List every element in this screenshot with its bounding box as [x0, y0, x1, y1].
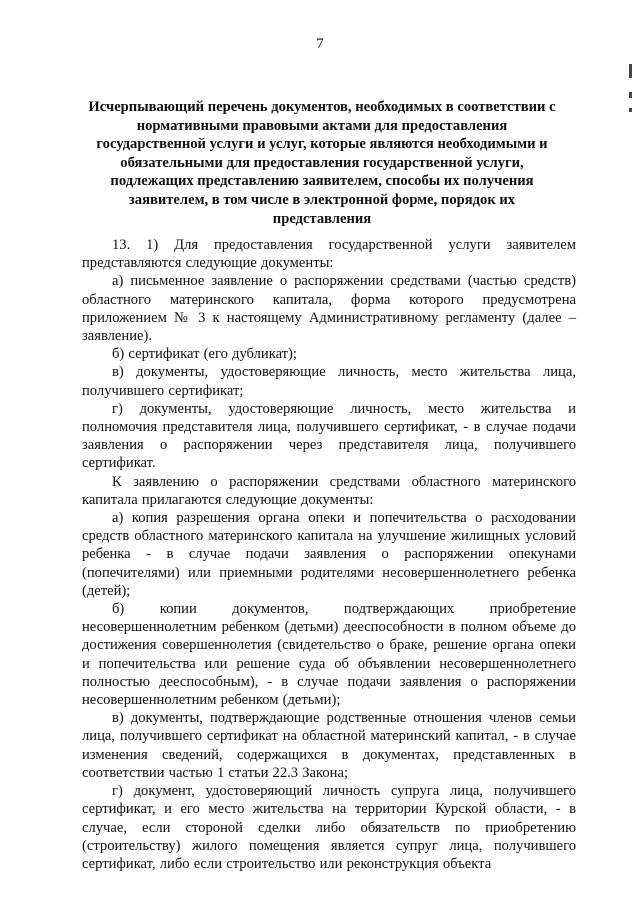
section-heading: Исчерпывающий перечень документов, необходимых в соответствии с нормативными правовыми актами для предоставления государственной услуги и услуг, которые являются необходимыми и обязательными для предоставления государственной услуги, подлежащих представлению заявителем, способы их получения заявителем, в том числе в электронной форме, порядок их представления — [88, 99, 556, 227]
page-number: 7 — [316, 36, 324, 52]
paragraph-attachments-intro: К заявлению о распоряжении средствами областного материнского капитала прилагаются следующие документы: — [82, 473, 576, 508]
scan-edge-mark — [629, 92, 632, 98]
paragraph-13-1: 13. 1) Для предоставления государственной услуги заявителем представляются следующие документы: — [82, 237, 576, 272]
paragraph-attachment-v: в) документы, подтверждающие родственные отношения членов семьи лица, получившего сертификат на областной материнский капитал, - в случае изменения сведений, содержащихся в документах, представленных в соответствии частью 1 статьи 22.3 Закона; — [82, 710, 576, 781]
paragraph-item-a: а) письменное заявление о распоряжении средствами (частью средств) областного материнского капитала, форма которого предусмотрена приложением № 3 к настоящему Административному регламенту (далее – заявление). — [82, 273, 576, 345]
scan-edge-mark — [629, 64, 632, 78]
paragraph-attachment-g: г) документ, удостоверяющий личность супруга лица, получившего сертификат, и его место жительства на территории Курской области, - в случае, если стороной сделки либо обязательств по приобретению (строительству) жилого помещения является супруг лица, получившего сертификат, либо если строительство или реконструкция объекта — [82, 783, 576, 872]
scan-edge-mark — [629, 108, 632, 112]
paragraph-item-b: б) сертификат (его дубликат); — [112, 346, 297, 363]
paragraph-item-g: г) документы, удостоверяющие личность, место жительства и полномочия представителя лица, получившего сертификат, - в случае подачи заявления о распоряжении через представителя лица, получившего сертификат. — [82, 400, 576, 472]
paragraph-item-v: в) документы, удостоверяющие личность, место жительства лица, получившего сертификат; — [82, 364, 576, 399]
paragraph-attachment-b: б) копии документов, подтверждающих приобретение несовершеннолетним ребенком (детьми) дееспособности в полном объеме до достижения совершеннолетия (свидетельство о браке, решение органа опеки и попечительства или решение суда об объявлении несовершеннолетнего полностью дееспособным), - в случае подачи заявления о распоряжении несовершеннолетним ребенком (детьми); — [82, 601, 576, 709]
paragraph-attachment-a: а) копия разрешения органа опеки и попечительства о расходовании средств областного материнского капитала на улучшение жилищных условий ребенка - в случае подачи заявления о распоряжении опекунами (попечителями) или приемными родителями несовершеннолетнего ребенка (детей); — [82, 510, 576, 599]
body-text — [82, 236, 576, 873]
